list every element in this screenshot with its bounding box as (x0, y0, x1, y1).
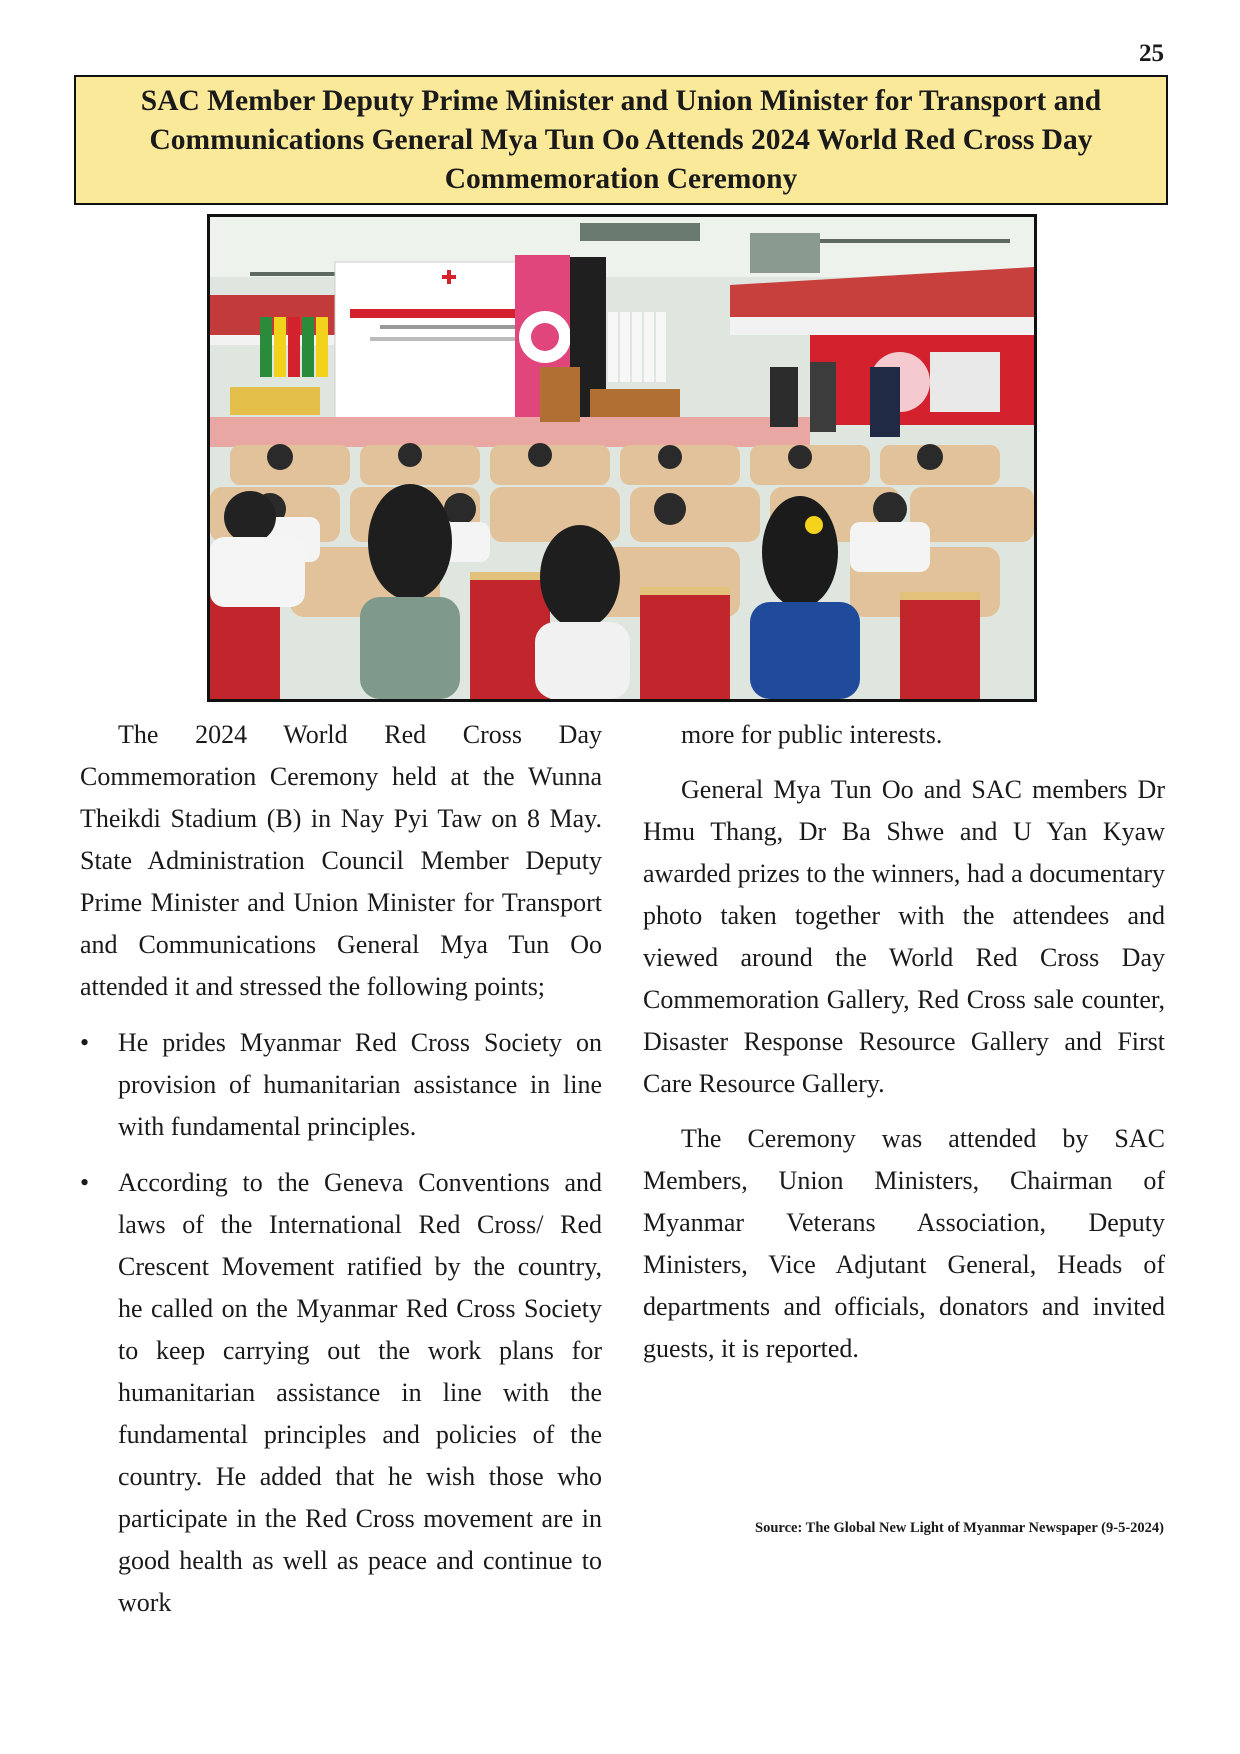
awards-paragraph: General Mya Tun Oo and SAC members Dr Hmu Thang, Dr Ba Shwe and U Yan Kyaw awarded prizes to the winners, had a documentary photo taken together with the attendees and viewed around the World Red Cross Day Commemoration Gallery, Red Cross sale counter, Disaster Response Resource Gallery and First Care Resource Gallery. (643, 775, 1165, 1098)
key-point-item: • He prides Myanmar Red Cross Society on provision of humanitarian assistance in line with fundamental principles. (80, 1022, 602, 1148)
ceremony-photo (207, 214, 1037, 702)
article-title: SAC Member Deputy Prime Minister and Union Minister for Transport and Communications General Mya Tun Oo Attends 2024 World Red Cross Day Commemoration Ceremony (140, 84, 1102, 195)
title-box (74, 75, 1168, 205)
intro-paragraph: The 2024 World Red Cross Day Commemoration Ceremony held at the Wunna Theikdi Stadium (B) in Nay Pyi Taw on 8 May. State Administration Council Member Deputy Prime Minister and Union Minister for Transport and Communications General Mya Tun Oo attended it and stressed the following points; (80, 720, 602, 1001)
key-point-item: • According to the Geneva Conventions and laws of the International Red Cross/ Red Crescent Movement ratified by the country, he called on the Myanmar Red Cross Society to keep carrying out the work plans for humanitarian assistance in line with the fundamental principles and policies of the country. He added that he wish those who participate in the Red Cross movement are in good health as well as peace and continue to work (80, 1162, 602, 1624)
left-column (80, 714, 602, 1638)
ceremony-photo-illustration (210, 217, 1034, 699)
page-number: 25 (1139, 40, 1164, 67)
attendees-paragraph: The Ceremony was attended by SAC Members, Union Ministers, Chairman of Myanmar Veterans Association, Deputy Ministers, Vice Adjutant General, Heads of departments and officials, donators and invited guests, it is reported. (643, 1124, 1165, 1363)
source-citation: Source: The Global New Light of Myanmar Newspaper (9-5-2024) (755, 1520, 1164, 1536)
key-points-list (80, 1022, 602, 1624)
bullet-continuation: more for public interests. (681, 720, 943, 749)
right-column (643, 714, 1165, 1370)
